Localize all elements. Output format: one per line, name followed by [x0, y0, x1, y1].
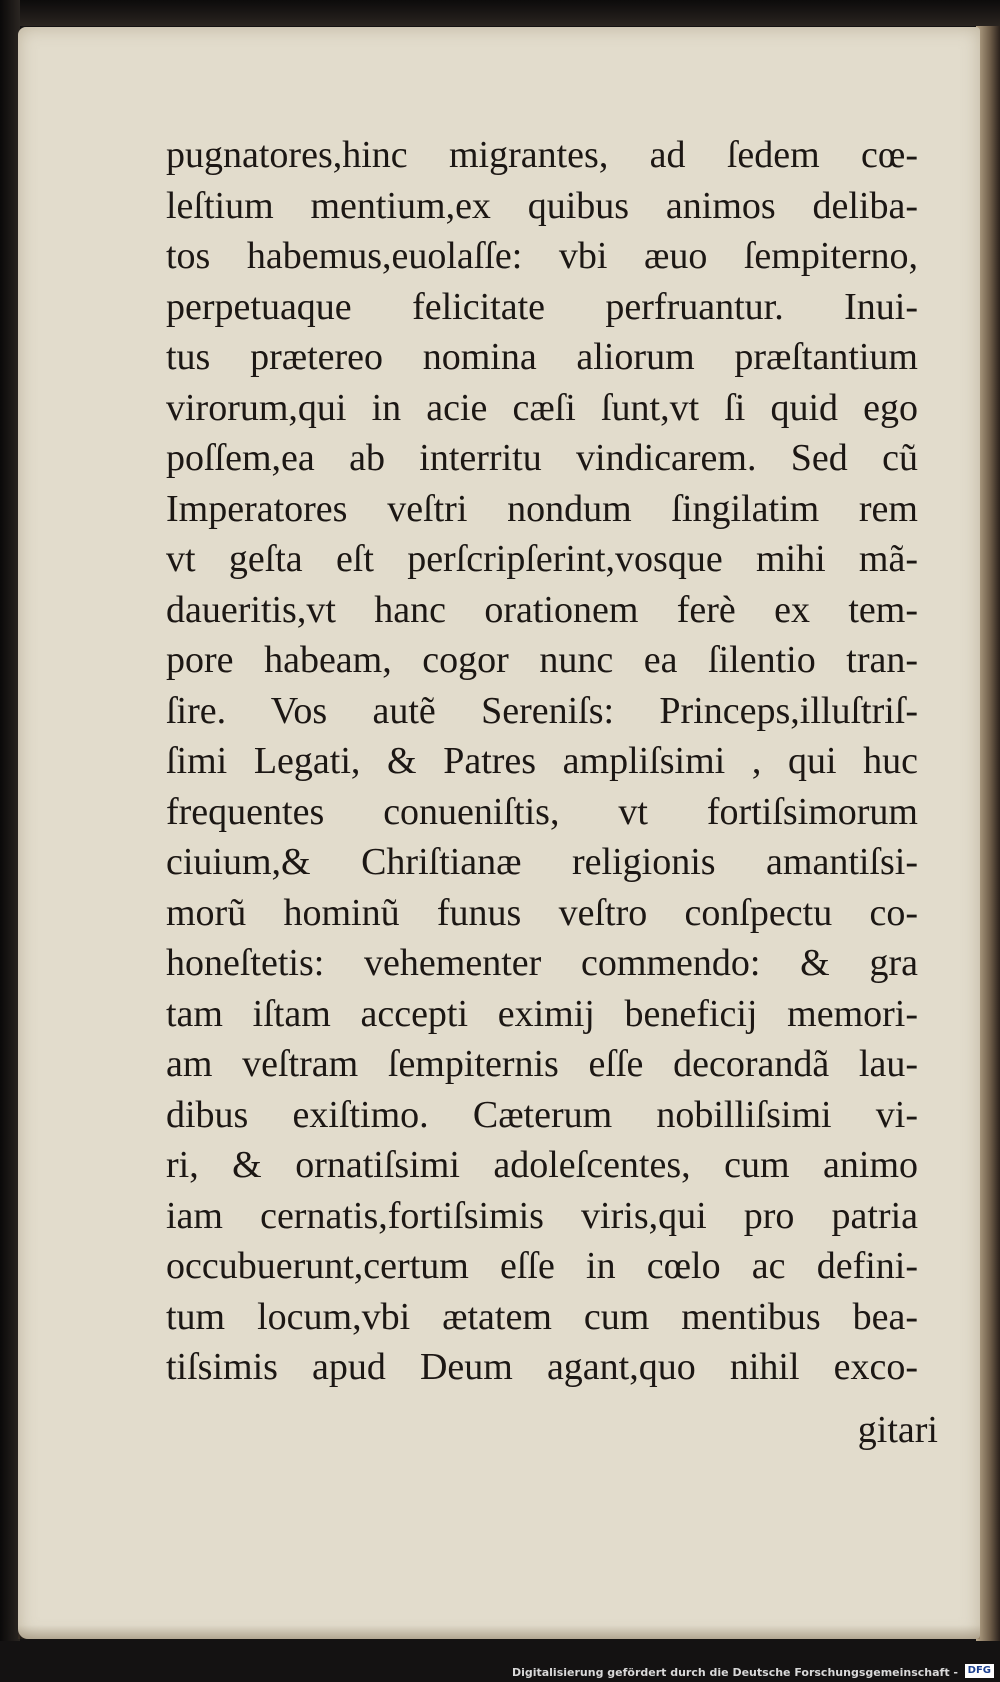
text-line: morũ hominũ funus veſtro conſpectu co-: [166, 891, 918, 934]
text-line: ſire. Vos autẽ Sereniſs: Princeps,illuſtriſ-: [166, 689, 918, 732]
text-line: dibus exiſtimo. Cæterum nobilliſsimi vi-: [166, 1093, 918, 1136]
text-line: tos habemus,euolaſſe: vbi æuo ſempiterno,: [166, 235, 918, 277]
dfg-logo: DFG: [965, 1664, 994, 1678]
text-line: frequentes conueniſtis, vt fortiſsimorum: [166, 790, 918, 833]
text-line: ciuium,& Chriſtianæ religionis amantiſsi-: [166, 841, 918, 883]
text-line: tam iſtam accepti eximij beneficij memori-: [166, 992, 918, 1035]
text-line: perpetuaque felicitate perfruantur. Inui-: [166, 285, 918, 328]
funding-credit: Digitalisierung gefördert durch die Deutsche Forschungsgemeinschaft -: [511, 1666, 958, 1679]
text-line: virorum,qui in acie cæſi ſunt,vt ſi quid ego: [166, 386, 918, 429]
text-line: poſſem,ea ab interritu vindicarem. Sed cũ: [166, 437, 918, 479]
text-line: occubuerunt,certum eſſe in cœlo ac defini-: [166, 1245, 918, 1287]
scan-top-edge: [0, 0, 1000, 26]
text-line: ri, & ornatiſsimi adoleſcentes, cum animo: [166, 1144, 918, 1186]
text-line: vt geſta eſt perſcripſerint,vosque mihi mã-: [166, 538, 918, 580]
text-line: ſimi Legati, & Patres ampliſsimi , qui huc: [166, 740, 918, 782]
text-line: tus prætereo nomina aliorum præſtantium: [166, 336, 918, 378]
text-line: Imperatores veſtri nondum ſingilatim rem: [166, 487, 918, 530]
text-line: iam cernatis,fortiſsimis viris,qui pro patria: [166, 1194, 918, 1237]
text-line: honeſtetis: vehementer commendo: & gra: [166, 942, 918, 984]
text-line: daueritis,vt hanc orationem ferè ex tem-: [166, 588, 918, 631]
text-line: tum locum,vbi ætatem cum mentibus bea-: [166, 1295, 918, 1338]
catchword: gitari: [857, 1409, 938, 1451]
binding-shadow: [0, 0, 20, 1682]
text-line: leſtium mentium,ex quibus animos deliba-: [166, 184, 918, 227]
page-text: [166, 130, 918, 1393]
text-line: pugnatores,hinc migrantes, ad ſedem cœ-: [166, 134, 918, 176]
text-line: pore habeam, cogor nunc ea ſilentio tran-: [166, 639, 918, 681]
text-line: tiſsimis apud Deum agant,quo nihil exco-: [166, 1346, 918, 1388]
text-line: am veſtram ſempiternis eſſe decorandã lau-: [166, 1043, 918, 1085]
